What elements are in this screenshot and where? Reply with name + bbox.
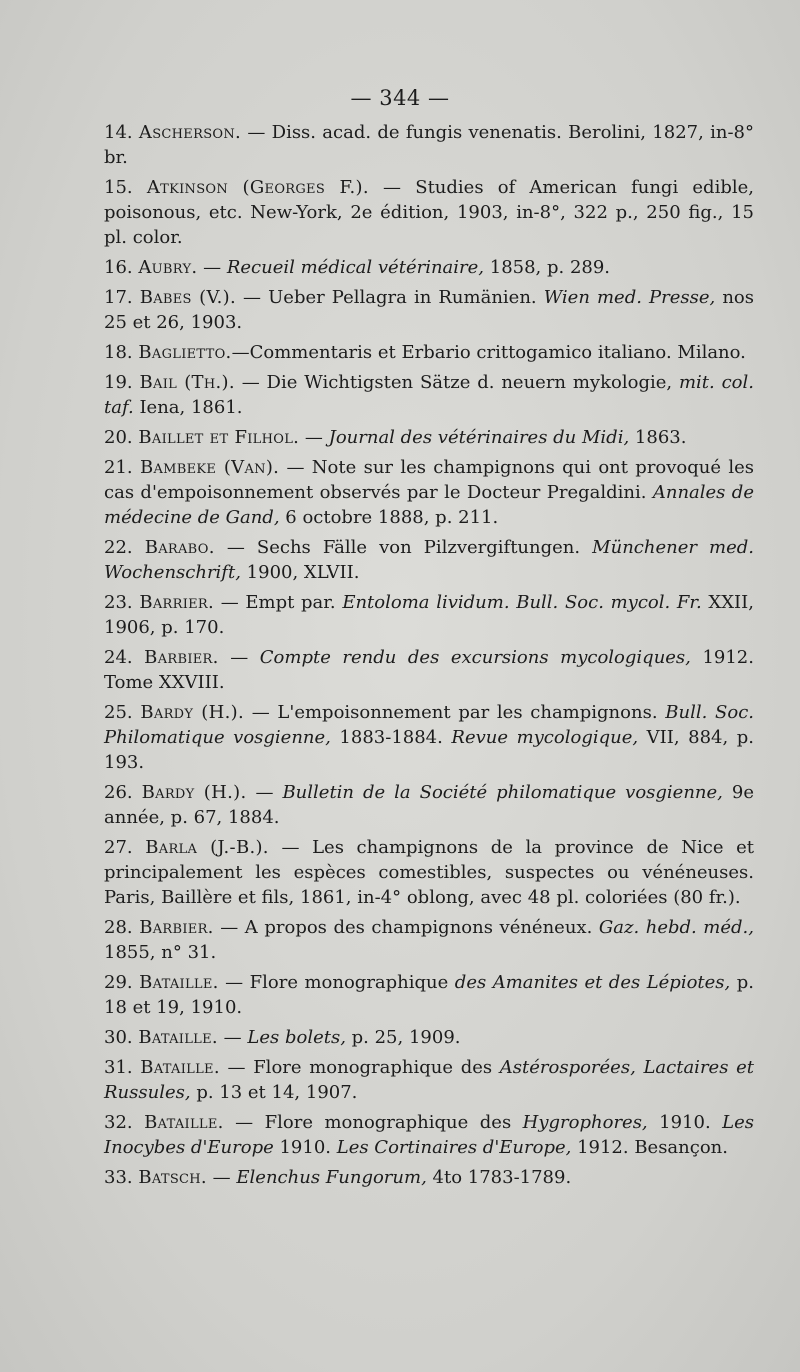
- entry-text: 6 octobre 1888, p. 211.: [279, 507, 499, 528]
- entry-text: 1910.: [273, 1137, 337, 1158]
- entry-italic: Gaz. hebd. méd.,: [598, 917, 754, 938]
- entry-author: Barla (J.-B.).: [145, 837, 269, 858]
- entry-num: 23.: [104, 592, 140, 613]
- entry-italic: Münchener med. Wochenschrift,: [104, 537, 754, 583]
- entry-text: —: [218, 647, 260, 668]
- entry-num: 25.: [104, 702, 141, 723]
- entry-author: Bataille.: [139, 972, 219, 993]
- entry-text: — Flore monographique des: [219, 1057, 500, 1078]
- bibliography-entry: [104, 285, 754, 335]
- entry-author: Bataille.: [140, 1057, 220, 1078]
- bibliography-entry: [104, 700, 754, 775]
- entry-text: 1910.: [647, 1112, 723, 1133]
- entry-num: 26.: [104, 782, 142, 803]
- entry-num: 14.: [104, 122, 139, 143]
- bibliography-entry: [104, 780, 754, 830]
- entry-italic: Elenchus Fungorum,: [236, 1167, 427, 1188]
- entry-author: Babes (V.).: [139, 287, 236, 308]
- entry-author: Bambeke (Van).: [139, 457, 280, 478]
- entry-text: —: [246, 782, 283, 803]
- entry-italic: Journal des vétérinaires du Midi,: [328, 427, 630, 448]
- entry-italic: Astérosporées, Lactaires et Russules,: [104, 1057, 754, 1103]
- entry-italic: mit. col. taf.: [104, 372, 754, 418]
- entry-text: p. 13 et 14, 1907.: [190, 1082, 358, 1103]
- entry-author: Baillet et Filhol.: [138, 427, 300, 448]
- entry-num: 18.: [104, 342, 139, 363]
- entry-italic: Les Inocybes d'Europe: [104, 1112, 754, 1158]
- entry-italic: Annales de médecine de Gand,: [104, 482, 754, 528]
- entry-num: 21.: [104, 457, 140, 478]
- entry-text: —: [217, 1027, 248, 1048]
- entry-text: — Ueber Pellagra in Rumänien.: [235, 287, 544, 308]
- entry-text: — Flore monographique des: [223, 1112, 523, 1133]
- entry-text: —: [206, 1167, 237, 1188]
- entry-num: 15.: [104, 177, 147, 198]
- entry-text: — Flore monographique: [218, 972, 455, 993]
- bibliography-entry: [104, 455, 754, 530]
- bibliography-list: [104, 120, 754, 1195]
- entry-num: 24.: [104, 647, 145, 668]
- bibliography-entry: [104, 1165, 754, 1190]
- bibliography-entry: [104, 1110, 754, 1160]
- entry-italic: Bull. Soc. Philomatique vosgienne,: [104, 702, 755, 748]
- entry-text: — Sechs Fälle von Pilzvergiftungen.: [214, 537, 593, 558]
- bibliography-entry: [104, 1055, 754, 1105]
- entry-text: — L'empoisonnement par les champignons.: [243, 702, 666, 723]
- page-number: — 344 —: [350, 86, 450, 110]
- entry-author: Bardy (H.).: [141, 782, 247, 803]
- entry-text: p. 25, 1909.: [345, 1027, 461, 1048]
- entry-text: — Die Wichtigsten Sätze d. neuern mykologie,: [234, 372, 679, 393]
- entry-author: Aubry.: [138, 257, 198, 278]
- entry-text: — Empt par.: [214, 592, 343, 613]
- entry-author: Barrier.: [139, 592, 215, 613]
- entry-text: —: [299, 427, 329, 448]
- bibliography-entry: [104, 645, 754, 695]
- entry-italic: Recueil médical vétérinaire,: [226, 257, 485, 278]
- entry-italic: des Amanites et des Lépiotes,: [454, 972, 731, 993]
- entry-author: Barbier.: [144, 647, 219, 668]
- entry-italic: Les Cortinaires d'Europe,: [336, 1137, 572, 1158]
- entry-author: Baglietto.: [138, 342, 232, 363]
- bibliography-entry: [104, 1025, 754, 1050]
- entry-text: —: [197, 257, 227, 278]
- entry-author: Barabo.: [144, 537, 215, 558]
- entry-italic: Les bolets,: [247, 1027, 346, 1048]
- entry-text: 4to 1783-1789.: [426, 1167, 572, 1188]
- bibliography-entry: [104, 535, 754, 585]
- entry-italic: Compte rendu des excursions mycologiques,: [259, 647, 691, 668]
- entry-text: — Studies of American fungi edible, poisonous, etc. New-York, 2e édition, 1903, in-8°, 322 p., 250 fig., 15 pl. color.: [104, 177, 754, 248]
- entry-text: — Diss. acad. de fungis venenatis. Berolini, 1827, in-8° br.: [104, 122, 754, 168]
- entry-text: XXII, 1906, p. 170.: [104, 592, 754, 638]
- entry-num: 27.: [104, 837, 146, 858]
- bibliography-entry: [104, 590, 754, 640]
- entry-author: Bataille.: [138, 1027, 218, 1048]
- entry-num: 29.: [104, 972, 140, 993]
- entry-text: 1900, XLVII.: [240, 562, 360, 583]
- bibliography-entry: [104, 970, 754, 1020]
- entry-italic: Revue mycologique,: [451, 727, 639, 748]
- entry-num: 30.: [104, 1027, 139, 1048]
- bibliography-entry: [104, 915, 754, 965]
- entry-text: 1863.: [629, 427, 687, 448]
- entry-num: 31.: [104, 1057, 141, 1078]
- entry-num: 20.: [104, 427, 139, 448]
- entry-text: 1912. Tome XXVIII.: [104, 647, 754, 693]
- entry-text: — Note sur les champignons qui ont provoqué les cas d'empoisonnement observés par le Docteur Pregaldini.: [104, 457, 754, 503]
- entry-num: 22.: [104, 537, 145, 558]
- entry-italic: Entoloma lividum. Bull. Soc. mycol. Fr.: [342, 592, 702, 613]
- entry-italic: Hygrophores,: [522, 1112, 648, 1133]
- bibliography-entry: [104, 340, 754, 365]
- entry-author: Atkinson (Georges F.).: [146, 177, 369, 198]
- entry-text: — Les champignons de la province de Nice et principalement les espèces comestibles, suspectes ou vénéneuses. Paris, Baillère et fils, 1861, in-4° oblong, avec 48 pl. coloriées (80 fr.).: [104, 837, 754, 908]
- entry-num: 33.: [104, 1167, 139, 1188]
- entry-author: Bataille.: [144, 1112, 224, 1133]
- bibliography-entry: [104, 255, 754, 280]
- entry-text: VII, 884, p. 193.: [104, 727, 754, 773]
- entry-text: —Commentaris et Erbario crittogamico italiano. Milano.: [231, 342, 746, 363]
- entry-italic: Wien med. Presse,: [543, 287, 716, 308]
- entry-text: 1855, n° 31.: [104, 942, 217, 963]
- entry-author: Ascherson.: [138, 122, 242, 143]
- entry-text: 1912. Besançon.: [571, 1137, 728, 1158]
- entry-author: Bail (Th.).: [139, 372, 235, 393]
- entry-text: nos 25 et 26, 1903.: [104, 287, 754, 333]
- bibliography-entry: [104, 835, 754, 910]
- entry-text: Iena, 1861.: [133, 397, 243, 418]
- entry-num: 16.: [104, 257, 139, 278]
- bibliography-entry: [104, 370, 754, 420]
- bibliography-entry: [104, 120, 754, 170]
- entry-num: 17.: [104, 287, 140, 308]
- entry-text: 9e année, p. 67, 1884.: [104, 782, 754, 828]
- entry-italic: Bulletin de la Société philomatique vosgienne,: [282, 782, 723, 803]
- entry-num: 28.: [104, 917, 140, 938]
- entry-num: 32.: [104, 1112, 145, 1133]
- bibliography-entry: [104, 175, 754, 250]
- bibliography-entry: [104, 425, 754, 450]
- entry-text: p. 18 et 19, 1910.: [104, 972, 755, 1018]
- entry-text: 1858, p. 289.: [484, 257, 611, 278]
- entry-text: 1883-1884.: [330, 727, 452, 748]
- entry-text: — A propos des champignons vénéneux.: [213, 917, 599, 938]
- entry-author: Batsch.: [138, 1167, 207, 1188]
- entry-author: Bardy (H.).: [140, 702, 244, 723]
- entry-author: Barbier.: [139, 917, 214, 938]
- entry-num: 19.: [104, 372, 140, 393]
